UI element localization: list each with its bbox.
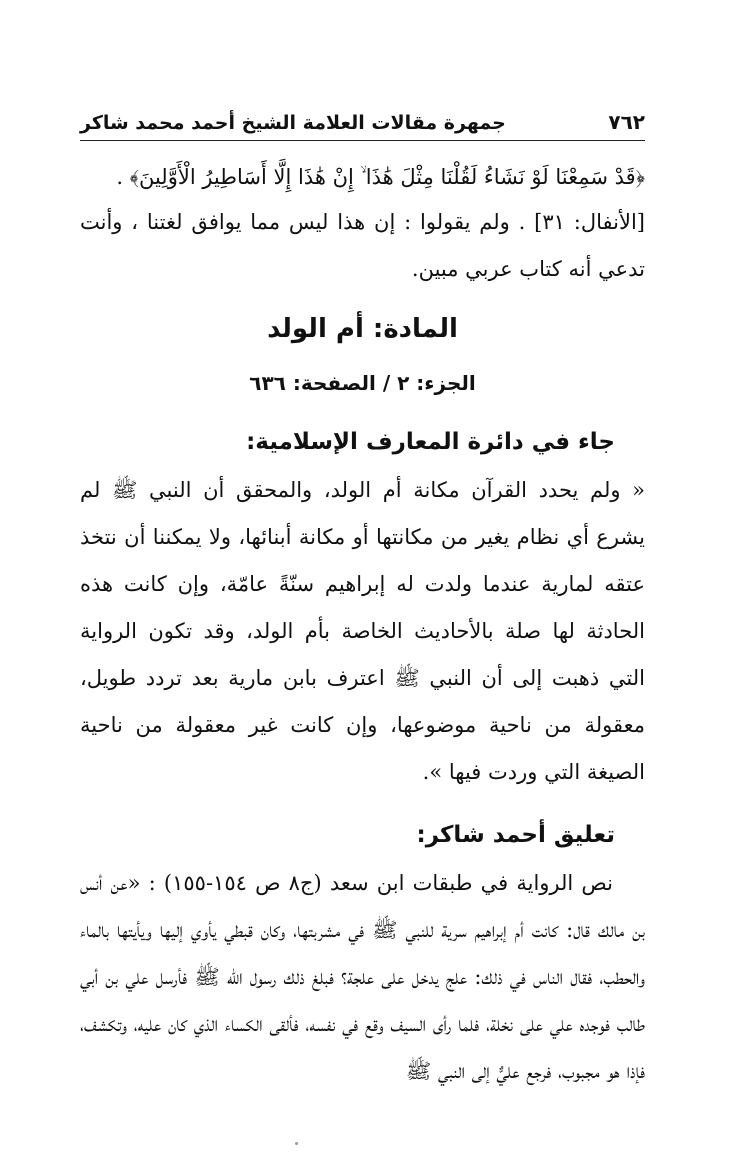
- part-page-reference: الجزء: ٢ / الصفحة: ٦٣٦: [249, 371, 476, 395]
- scan-speck: [295, 1142, 298, 1145]
- intro-paragraph: [الأنفال: ٣١] . ولم يقولوا : إن هذا ليس مما يوافق لغتنا ، وأنت تدعي أنه كتاب عربي مبين.: [80, 210, 645, 281]
- encyclopedia-quote: « ولم يحدد القرآن مكانة أم الولد، والمحقق أن النبي ﷺ لم يشرع أي نظام يغير من مكانتها أو مكانة أبنائها، ولا يمكننا أن نتخذ عتقه لمارية عندما ولدت له إبراهيم سنّةً عامّة، وإن كانت هذه الحادثة لها صلة بالأحاديث الخاصة بأم الولد، وقد تكون الرواية التي ذهبت إلى أن النبي ﷺ اعترف بابن مارية بعد تردد طويل، معقولة من ناحية موضوعها، وإن كانت غير معقولة من ناحية الصيغة التي وردت فيها ».: [80, 478, 645, 784]
- running-header: [80, 100, 645, 141]
- material-heading: المادة: أم الولد: [267, 314, 458, 344]
- comment-heading: تعليق أحمد شاكر:: [416, 822, 615, 848]
- page-number: ٧٦٢: [608, 110, 645, 134]
- book-title: جمهرة مقالات العلامة الشيخ أحمد محمد شاكر: [80, 112, 506, 134]
- comment-paragraph: نص الرواية في طبقات ابن سعد (ج٨ ص ١٥٤-١٥٥) : «عن أنس بن مالك قال: كانت أم إبراهيم سرية للنبي ﷺ في مشربتها، وكان قبطي يأوي إليها ويأيتها بالماء والحطب، فقال الناس في ذلك: علج يدخل على علجة؟ فبلغ ذلك رسول الله ﷺ فأرسل علي بن أبي طالب فوجده علي على نخلة، فلما رأى السيف وقع في نفسه، فألقى الكساء الذي كان عليه، وتكشف، فإذا هو مجبوب، فرجع عليٌّ إلى النبي ﷺ: [80, 871, 645, 1083]
- encyclopedia-heading: جاء في دائرة المعارف الإسلامية:: [246, 429, 615, 455]
- quran-verse: ﴿قَدْ سَمِعْنَا لَوْ نَشَاءُ لَقُلْنَا مِثْلَ هَٰذَا ۙ إِنْ هَٰذَا إِلَّا أَسَاطِيرُ الْأَوَّلِينَ﴾ .: [116, 165, 645, 189]
- book-page: [80, 100, 645, 1095]
